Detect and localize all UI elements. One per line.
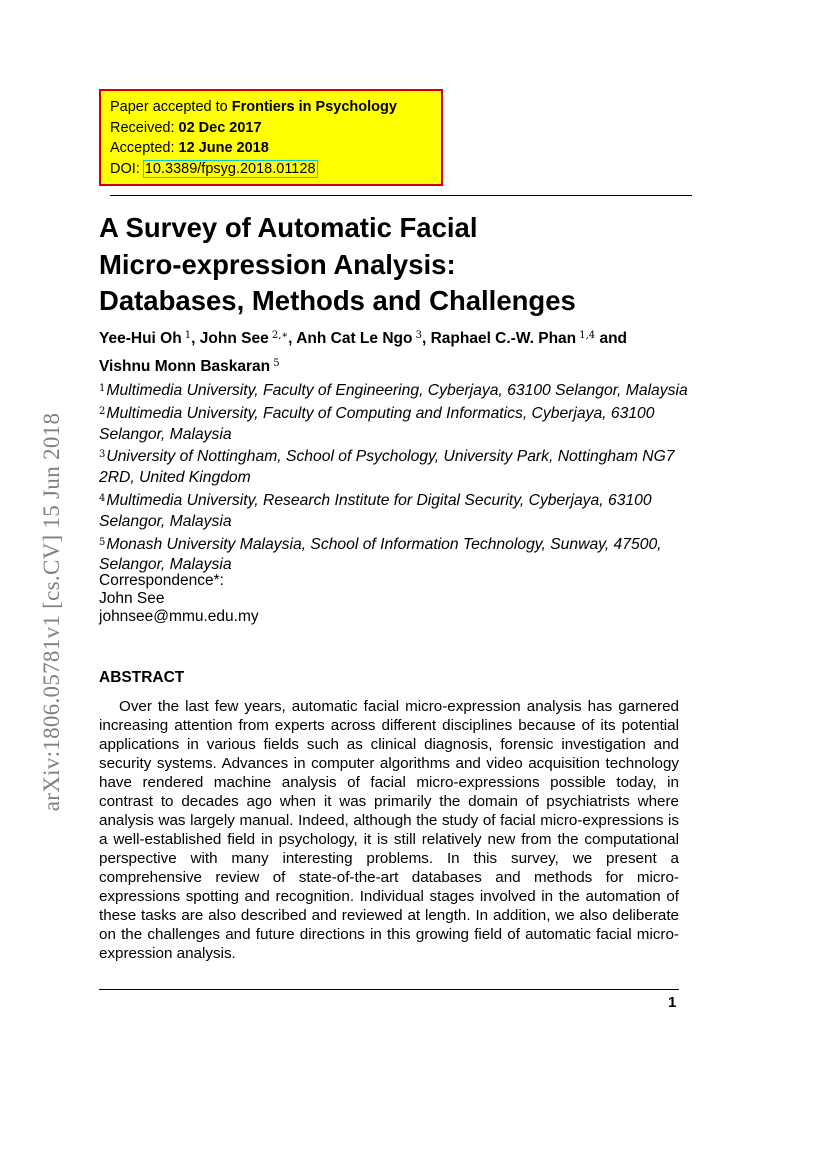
journal-name: Frontiers in Psychology <box>231 99 397 115</box>
abstract-heading: ABSTRACT <box>99 669 185 686</box>
author-name: John See <box>199 330 269 347</box>
affiliation-item: $^2$Multimedia University, Faculty of Computing and Informatics, Cyberjaya, 63100 Selangor, Malaysia <box>99 404 655 443</box>
correspondence-label: Correspondence*: <box>99 572 224 589</box>
correspondence-block <box>99 572 499 626</box>
author-name: Yee-Hui Oh <box>99 330 182 347</box>
page-number: 1 <box>668 994 677 1011</box>
bottom-rule <box>99 989 679 990</box>
received-date: 02 Dec 2017 <box>178 119 262 136</box>
affiliation-item: $^4$Multimedia University, Research Institute for Digital Security, Cyberjaya, 63100 Selangor, Malaysia <box>99 491 652 530</box>
publication-notice-box <box>99 89 443 186</box>
notice-doi-line: DOI: 10.3389/fpsyg.2018.01128 <box>110 161 316 178</box>
title-line: Micro-expression Analysis: <box>99 248 456 280</box>
notice-journal-line: Paper accepted to Frontiers in Psychology <box>110 99 397 115</box>
author-name: Raphael C.-W. Phan <box>430 330 577 347</box>
notice-accepted-line: Accepted: 12 June 2018 <box>110 140 269 157</box>
title-line: Databases, Methods and Challenges <box>99 285 576 316</box>
author-list <box>99 324 714 379</box>
top-rule <box>110 195 692 196</box>
affiliation-item: $^1$Multimedia University, Faculty of Engineering, Cyberjaya, 63100 Selangor, Malaysia <box>99 382 688 399</box>
correspondence-name: John See <box>99 590 165 607</box>
title-line: A Survey of Automatic Facial <box>99 212 478 243</box>
doi-link[interactable]: 10.3389/fpsyg.2018.01128 <box>144 161 316 178</box>
affiliation-item: $^3$University of Nottingham, School of Psychology, University Park, Nottingham NG7 2RD, United Kingdom <box>99 448 675 487</box>
paper-title <box>99 210 719 320</box>
affiliation-item: $^5$Monash University Malaysia, School of Information Technology, Sunway, 47500, Selangor, Malaysia <box>99 535 662 574</box>
author-name: Vishnu Monn Baskaran <box>99 357 271 375</box>
author-line: Yee-Hui Oh $^1$, John See $^{2,∗}$, Anh Cat Le Ngo $^3$, Raphael C.-W. Phan $^{1,4}$ and <box>99 330 628 347</box>
abstract-body: Over the last few years, automatic facial micro-expression analysis has garnered increasing attention from experts across different disciplines because of its potential applications in various fields such as clinical diagnosis, forensic investigation and security systems. Advances in computer algorithms and video acquisition technology have rendered machine analysis of facial micro-expressions possible today, in contrast to decades ago when it was primarily the domain of psychiatrists where analysis was largely manual. Indeed, although the study of facial micro-expressions is a well-established field in psychology, it is still relatively new from the computational perspective with many interesting problems. In this survey, we present a comprehensive review of state-of-the-art databases and methods for micro-expressions spotting and recognition. Individual stages involved in the automation of these tasks are also described and reviewed at length. In addition, we also deliberate on the challenges and future directions in this growing field of automatic facial micro-expression analysis. <box>99 698 679 962</box>
affiliation-list <box>99 379 714 576</box>
arxiv-stamp: arXiv:1806.05781v1 [cs.CV] 15 Jun 2018 <box>39 412 64 812</box>
accepted-date: 12 June 2018 <box>178 140 269 157</box>
notice-received-line: Received: 02 Dec 2017 <box>110 119 262 136</box>
author-line: Vishnu Monn Baskaran $^5$ <box>99 357 280 375</box>
author-name: Anh Cat Le Ngo <box>296 330 413 347</box>
correspondence-email[interactable]: johnsee@mmu.edu.my <box>99 608 259 625</box>
